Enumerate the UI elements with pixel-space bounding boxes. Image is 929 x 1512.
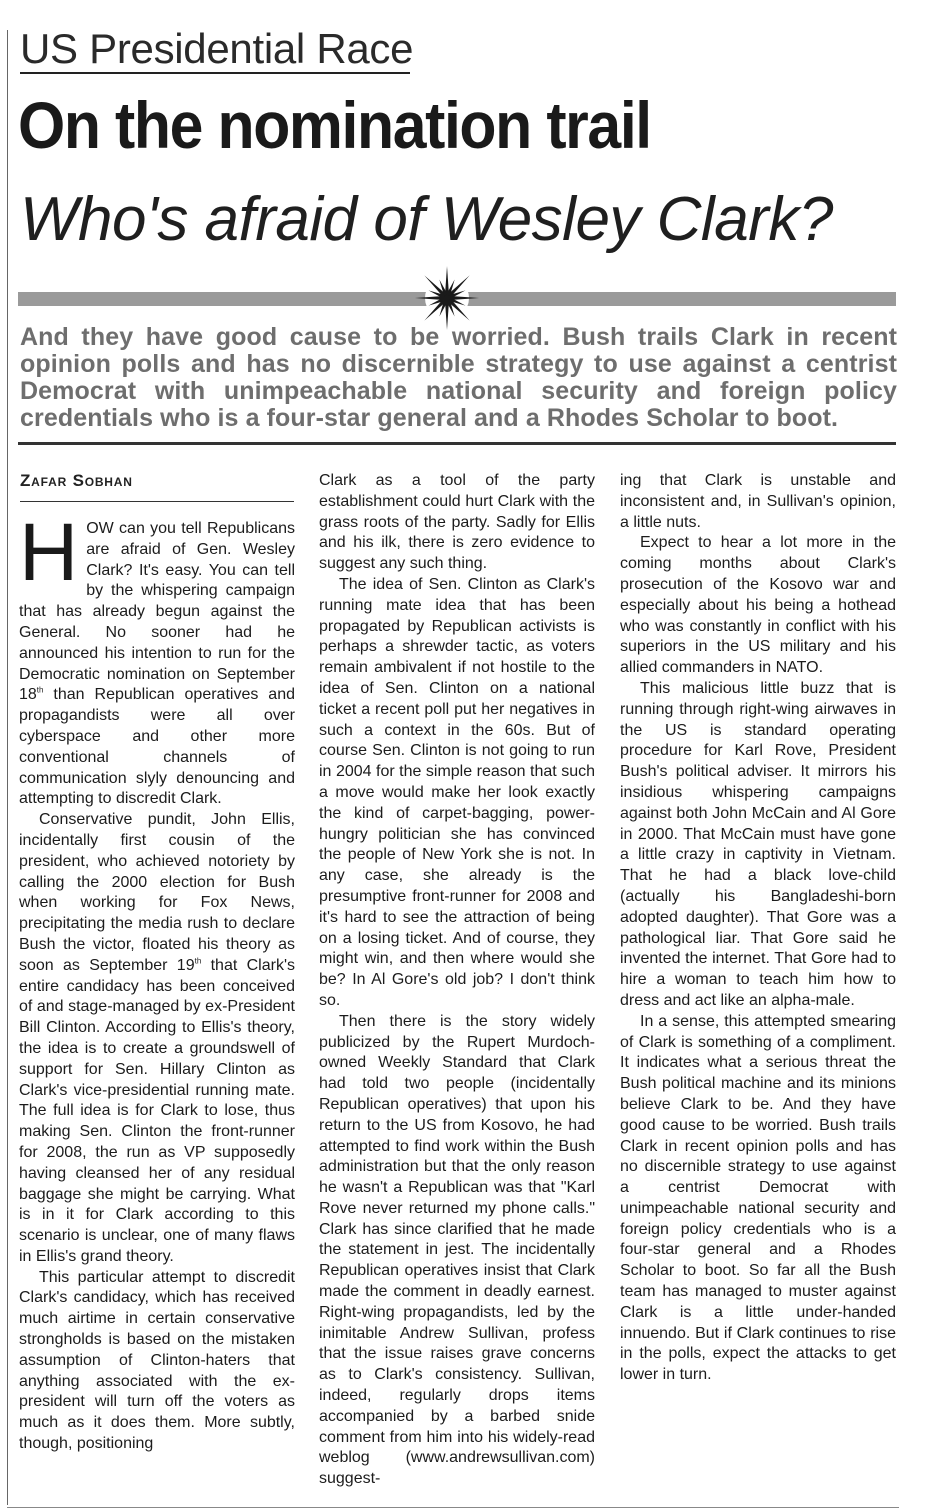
byline-rule [20, 501, 294, 502]
article-paragraph: This malicious little buzz that is running through right-wing airwaves in the US is standard operating procedure for Karl Rove, President Bush's political adviser. It mirrors his insidious whispering campaigns against both John McCain and Al Gore in 2000. That McCain must have gone a little crazy in captivity in Vietnam. That he had a black love-child (actually his Bangladeshi-born adopted daughter). That Gore was a pathological liar. That Gore said he invented the internet. That Gore had to hire a woman to teach him how to dress and act like an alpha-male. [620, 679, 896, 1009]
standfirst: And they have good cause to be worried. Bush trails Clark in recent opinion polls and has no discernible strategy to use against a centrist Democrat with unimpeachable national security and foreign policy credentials who is a four-star general and a Rhodes Scholar to boot. [20, 323, 897, 432]
byline: Zafar Sobhan [20, 471, 133, 490]
article-paragraph: The idea of Sen. Clinton as Clark's running mate idea that has been propagated by Republican activists is perhaps a shrewder tactic, as voters remain ambivalent if not hostile to the idea of Sen. Clinton on a national ticket a recent poll put her negatives in such a context in the 60s. But of course Sen. Clinton is not going to run in 2004 for the simple reason that such a move would make her look exactly the kind of carpet-bagging, power-hungry politician she has convinced the people of New York she is not. In any case, she already is the presumptive front-runner for 2008 and it's hard to see the attraction of being on a losing ticket. And of course, they might win, and then where would she be? In Al Gore's old job? I don't think so. [319, 575, 595, 1009]
paragraph-text: Conservative pundit, John Ellis, incidentally first cousin of the president, who achieved notoriety by calling the 2000 election for Bush when working for Fox News, precipitating the media rush to declare Bush the victor, floated his theory as soon as September 19 [19, 811, 295, 974]
article-paragraph [19, 507, 295, 810]
article-paragraph: Expect to hear a lot more in the coming months about Clark's prosecution of the Kosovo war and especially about his being a hothead who was constantly in conflict with his superiors in the US military and his allied commanders in NATO. [620, 534, 896, 677]
section-kicker: US Presidential Race [20, 25, 414, 72]
kicker-underline [20, 72, 410, 74]
article-column-3 [620, 471, 896, 1386]
article-paragraph [19, 810, 295, 1268]
article-column-1 [19, 507, 295, 1455]
article-paragraph: In a sense, this attempted smearing of Clark is something of a compliment. It indicates what a serious threat the Bush political machine and its minions believe Clark to be. And they have good cause to be worried. Bush trails Clark in recent opinion polls and has no discernible strategy to use against a centrist Democrat with unimpeachable national security and foreign policy credentials who is a four-star general and a Rhodes Scholar to boot. So far all the Bush team has managed to muster against Clark is a little under-handed innuendo. But if Clark continues to rise in the polls, expect the attacks to get lower in turn. [620, 1012, 896, 1384]
article-paragraph: Then there is the story widely publicized by the Rupert Murdoch-owned Weekly Standard that Clark had told two people (incidentally Republican operatives) that upon his return to the US from Kosovo, he had attempted to find work within the Bush administration but that the only reason he wasn't a Republican was that "Karl Rove never returned my phone calls." Clark has since clarified that he made the statement in jest. The incidentally Republican operatives insist that Clark made the comment in deadly earnest. Right-wing propagandists, led by the inimitable Andrew Sullivan, profess that the issue raises grave concerns as to Clark's consistency. Sullivan, indeed, regularly drops items accompanied by a barbed snide comment from him into his widely-read weblog (www.andrewsullivan.com) suggest- [319, 1012, 595, 1488]
ordinal-suffix: th [194, 956, 202, 966]
drop-cap: H [19, 507, 79, 598]
article-paragraph: Clark as a tool of the party establishment could hurt Clark with the grass roots of the party. Sadly for Ellis and his ilk, there is zero evidence to suggest any such thing. [319, 472, 595, 573]
ordinal-suffix: th [36, 686, 44, 696]
bottom-rule [7, 1507, 899, 1508]
subheadline: Who's afraid of Wesley Clark? [20, 185, 833, 254]
article-column-2 [319, 471, 595, 1490]
standfirst-rule [18, 442, 896, 445]
paragraph-text: than Republican operatives and propagandists were all over cyberspace and other more conventional channels of communication slyly denouncing and attempting to discredit Clark. [19, 686, 295, 808]
paragraph-text: that Clark's entire candidacy has been conceived of and stage-managed by ex-President Bill Clinton. According to Ellis's theory, the idea is to create a groundswell of support for Sen. Hillary Clinton as Clark's vice-presidential running mate. The full idea is for Clark to lose, thus making Sen. Clinton the front-runner for 2008, the run as VP supposedly having cleansed her of any residual baggage she might be carrying. What is in it for Clark according to this scenario is unclear, one of many flaws in Ellis's grand theory. [19, 956, 295, 1265]
article-paragraph: This particular attempt to discredit Clark's candidacy, which has received much airtime in certain conservative strongholds is based on the mistaken assumption of Clinton-haters that anything associated with the ex-president will turn off the voters as much as it does them. More subtly, though, positioning [19, 1268, 295, 1453]
left-margin-rule [7, 30, 8, 1505]
headline: On the nomination trail [18, 88, 651, 162]
article-paragraph: ing that Clark is unstable and inconsistent and, in Sullivan's opinion, a little nuts. [620, 472, 896, 531]
paragraph-text: OW can you tell Republicans are afraid of Gen. Wesley Clark? It's easy. You can tell by the whispering campaign that has already begun against the General. No sooner had he announced his intention to run for the Democratic nomination on September 18 [19, 520, 295, 704]
